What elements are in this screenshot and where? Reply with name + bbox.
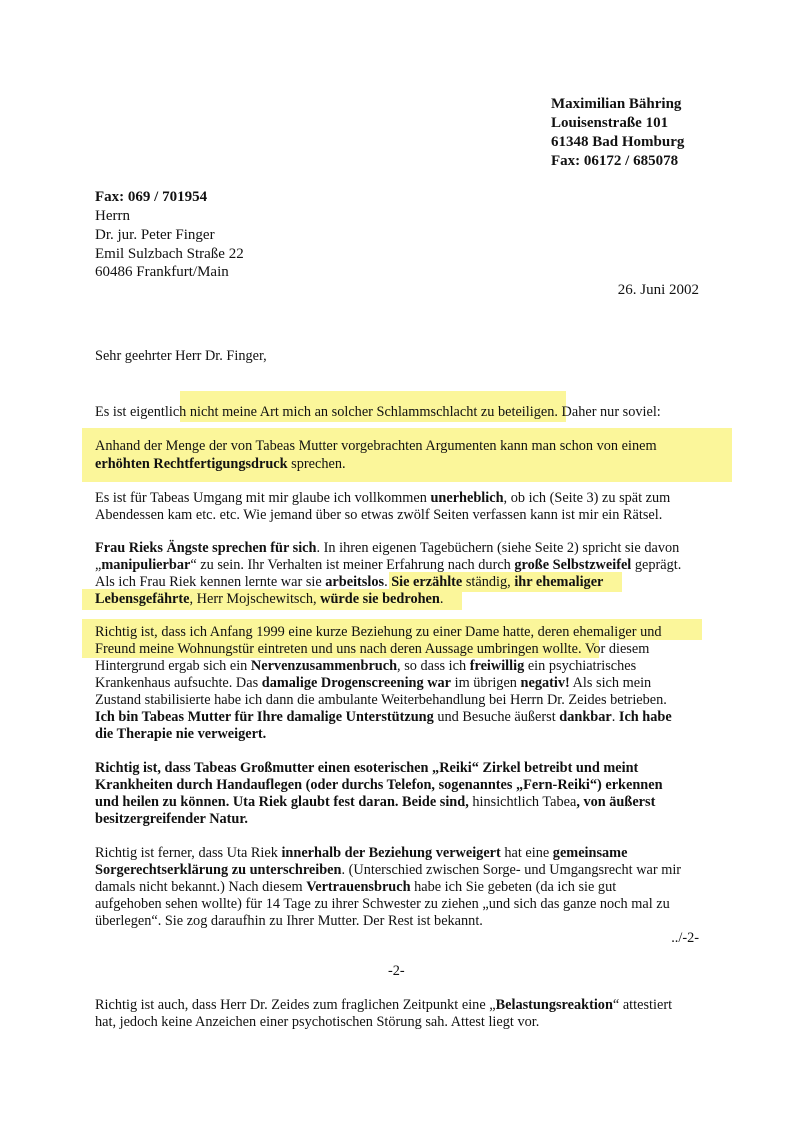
p4-line-4 (95, 590, 443, 608)
p6-line-2: Krankheiten durch Handauflegen (oder durchs Telefon, sogenanntes „Fern-Reiki“) erkennen (95, 777, 663, 793)
p4-bold-selbstzweifel: große Selbstzweifel (514, 557, 632, 573)
p7-bold-gemeinsame: gemeinsame (552, 845, 628, 861)
sender-fax: Fax: 06172 / 685078 (551, 153, 679, 169)
p4-text-4d: . (439, 591, 444, 607)
p5-text-4a: Krankenhaus aufsuchte. Das (95, 675, 262, 691)
p6-bold-3: und heilen zu können. Uta Riek glaubt fest daran. Beide sind, (95, 794, 469, 810)
p8-line-2: hat, jedoch keine Anzeichen einer psychotischen Störung sah. Attest liegt vor. (95, 1014, 540, 1030)
p3-line-2: Abendessen kam etc. etc. Wie jemand über so etwas zwölf Seiten verfassen kann ist mir ein Rätsel. (95, 507, 663, 523)
p7-text-2b: . (Unterschied zwischen Sorge- und Umgangsrecht war mir (341, 862, 682, 878)
p6-bold-aeusserst: , von äußerst (576, 794, 656, 810)
p5-line-5: Zustand stabilisierte habe ich dann die ambulante Weiterbehandlung bei Herrn Dr. Zeides betrieben. (95, 692, 667, 708)
p3-bold: unerheblich (430, 490, 504, 506)
p5-bold-6a: Ich bin Tabeas Mutter für Ihre damalige Unterstützung (95, 709, 434, 725)
p8-text-1c: “ attestiert (612, 997, 673, 1013)
p5-text-6b: und Besuche äußerst (433, 709, 560, 725)
p6-line-4: besitzergreifender Natur. (95, 811, 248, 827)
p6-line-3 (95, 793, 655, 811)
p4-bold-bedrohen: würde sie bedrohen (320, 591, 440, 607)
p6-line-1: Richtig ist, dass Tabeas Großmutter einen esoterischen „Reiki“ Zirkel betreibt und meint (95, 760, 639, 776)
p5-text-2a: Freund meine Wohnungstür eintreten und uns nach deren Aussage umbringen wollte. (95, 641, 582, 657)
p5-bold-negativ: negativ! (520, 675, 570, 691)
recipient-name: Dr. jur. Peter Finger (95, 227, 215, 243)
p7-text-3c: habe ich Sie gebeten (da ich sie gut (410, 879, 617, 895)
p7-line-4: aufgehoben sehen wollte) für 14 Tage zu ihrer Schwester zu ziehen „und sich das ganze noch mal zu (95, 896, 670, 912)
p7-line-3 (95, 878, 616, 896)
p3-text-c: , ob ich (Seite 3) zu spät zum (503, 490, 671, 506)
p4-bold-erzaehlte: Sie erzählte (391, 574, 463, 590)
p6-text-tabea: hinsichtlich Tabea (468, 794, 577, 810)
p4-quote-open: „ (95, 557, 102, 573)
p5-text-6d: . (611, 709, 619, 725)
sender-street: Louisenstraße 101 (551, 115, 669, 131)
recipient-salutation: Herrn (95, 208, 130, 224)
p2-line-2 (95, 455, 346, 473)
p5-line-6 (95, 708, 672, 726)
p7-line-5: überlegen“. Sie zog daraufhin zu Ihrer Mutter. Der Rest ist bekannt. (95, 913, 483, 929)
p4-text-e: geprägt. (631, 557, 682, 573)
p5-bold-dankbar: dankbar (559, 709, 612, 725)
p4-line-3 (95, 573, 603, 591)
recipient-street: Emil Sulzbach Straße 22 (95, 246, 244, 262)
p8-bold-belastungsreaktion: Belastungsreaktion (495, 997, 613, 1013)
p5-bold-ich-habe: Ich habe (618, 709, 672, 725)
p8-text-1a: Richtig ist auch, dass Herr Dr. Zeides zum fraglichen Zeitpunkt eine „ (95, 997, 496, 1013)
p7-text-3a: damals nicht bekannt.) Nach diesem (95, 879, 307, 895)
p5-line-1: Richtig ist, dass ich Anfang 1999 eine kurze Beziehung zu einer Dame hatte, deren ehemaliger und (95, 624, 662, 640)
p7-line-2 (95, 861, 681, 879)
letter-date: 26. Juni 2002 (617, 282, 699, 298)
p4-bold-a: Frau Rieks Ängste sprechen für sich (95, 540, 317, 556)
p4-text-3e: ständig, (462, 574, 515, 590)
recipient-city: 60486 Frankfurt/Main (95, 264, 229, 280)
p5-bold-nervenzusammenbruch: Nervenzusammenbruch (250, 658, 398, 674)
sender-city: 61348 Bad Homburg (551, 134, 685, 150)
p2-bold: erhöhten Rechtfertigungsdruck (95, 456, 288, 472)
p5-text-4c: im übrigen (451, 675, 521, 691)
p4-text-b: . In ihren eigenen Tagebüchern (siehe Seite 2) spricht sie davon (316, 540, 680, 556)
p4-line-1 (95, 539, 679, 557)
p4-bold-manipulierbar: manipulierbar (101, 557, 191, 573)
p5-bold-drogenscreening: damalige Drogenscreening war (261, 675, 452, 691)
p5-text-4e: Als sich mein (569, 675, 652, 691)
p5-line-2 (95, 640, 649, 658)
p5-line-7: die Therapie nie verweigert. (95, 726, 267, 742)
p5-line-4 (95, 674, 651, 692)
p7-bold-sorgerecht: Sorgerechtserklärung zu unterschreiben (95, 862, 342, 878)
p3-text-a: Es ist für Tabeas Umgang mit mir glaube ich vollkommen (95, 490, 431, 506)
p4-bold-ehemaliger: ihr ehemaliger (514, 574, 604, 590)
greeting: Sehr geehrter Herr Dr. Finger, (95, 348, 267, 364)
p7-text-1a: Richtig ist ferner, dass Uta Riek (95, 845, 282, 861)
p7-line-1 (95, 844, 627, 862)
paragraph-1 (95, 403, 661, 421)
p5-bold-freiwillig: freiwillig (469, 658, 525, 674)
p2-line-1: Anhand der Menge der von Tabeas Mutter vorgebrachten Argumenten kann man schon von einem (95, 438, 657, 454)
p2-text: sprechen. (287, 456, 346, 472)
p4-bold-lebensgefaehrte: Lebensgefährte (95, 591, 190, 607)
p1-text-c: . Daher nur soviel: (554, 404, 661, 420)
p1-text-a: Es ist eigentlich (95, 404, 187, 420)
p4-line-2 (95, 556, 681, 574)
p4-text-3a: Als ich Frau Riek kennen lernte war sie (95, 574, 326, 590)
p4-text-c: “ zu sein. Ihr Verhalten ist meiner Erfahrung nach durch (190, 557, 515, 573)
p4-text-4b: , Herr Mojschewitsch, (189, 591, 321, 607)
p5-text-3c: , so dass ich (397, 658, 470, 674)
p5-text-2b: Vor diesem (581, 641, 650, 657)
p7-text-1c: hat eine (500, 845, 553, 861)
p7-bold-verweigert: innerhalb der Beziehung verweigert (281, 845, 501, 861)
p3-line-1 (95, 489, 670, 507)
p5-text-3a: Hintergrund ergab sich ein (95, 658, 251, 674)
p4-text-3c: . (384, 574, 392, 590)
p7-bold-vertrauensbruch: Vertrauensbruch (306, 879, 411, 895)
recipient-fax: Fax: 069 / 701954 (95, 189, 208, 205)
p4-bold-arbeitslos: arbeitslos (325, 574, 385, 590)
p5-text-3e: ein psychiatrisches (524, 658, 637, 674)
page-marker-next: ../-2- (671, 930, 699, 946)
p5-line-3 (95, 657, 636, 675)
p1-text-b: nicht meine Art mich an solcher Schlammschlacht zu beteiligen (186, 404, 555, 420)
p8-line-1 (95, 996, 672, 1014)
sender-name: Maximilian Bähring (551, 96, 682, 112)
page-header-2: -2- (388, 963, 405, 979)
